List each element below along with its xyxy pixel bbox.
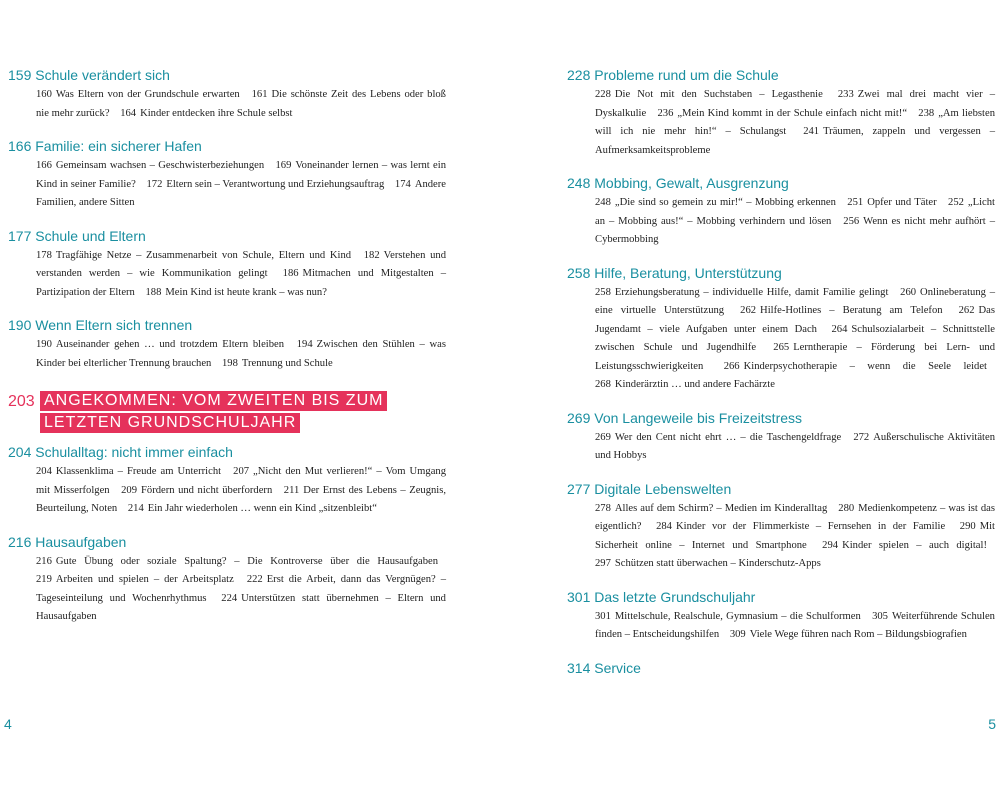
subsection-title: „Licht an – Mobbing aus!“ – Mobbing verhindern und lösen: [595, 197, 995, 227]
toc-section-group: [8, 443, 446, 627]
subsection-page-number: 216: [36, 555, 52, 567]
subsection-title: Gute Übung oder soziale Spaltung? – Die Kontroverse über die Hausaufgaben: [55, 555, 438, 567]
section-title: Hilfe, Beratung, Unterstützung: [594, 264, 782, 281]
toc-entry[interactable]: [567, 480, 995, 574]
subsection-item[interactable]: [740, 305, 942, 316]
subsection-title: Wer den Cent nicht ehrt … – die Taschengeldfrage: [614, 431, 842, 443]
subsection-title: Tragfähige Netze – Zusammenarbeit von Schule, Eltern und Kind: [55, 249, 352, 261]
subsection-list: [567, 194, 995, 250]
subsection-list: [8, 336, 446, 373]
chapter-title-line-2: LETZTEN GRUNDSCHULJAHR: [40, 413, 300, 433]
chapter-title: [40, 391, 387, 433]
subsection-list: [8, 157, 446, 213]
toc-entry[interactable]: [567, 659, 995, 677]
subsection-title: Onlineberatung – eine virtuelle Unterstützung: [595, 286, 995, 316]
subsection-title: Eltern sein – Verantwortung und Erziehungsauftrag: [166, 178, 385, 190]
subsection-title: Kinderpsychotherapie – wenn die Seele leidet: [743, 360, 987, 372]
subsection-page-number: 241: [803, 126, 820, 137]
subsection-list: [567, 284, 995, 395]
subsection-page-number: 238: [918, 107, 935, 119]
subsection-page-number: 305: [872, 610, 888, 622]
subsection-page-number: 161: [251, 89, 268, 100]
section-page-number: 258: [567, 264, 591, 281]
subsection-page-number: 301: [595, 610, 611, 622]
toc-section-group: [8, 66, 446, 373]
subsection-title: Klassenklima – Freude am Unterricht: [55, 466, 222, 477]
subsection-title: Zwei mal drei macht vier – Dyskalkulie: [595, 89, 995, 119]
subsection-item[interactable]: [595, 197, 836, 208]
toc-entry[interactable]: [567, 174, 995, 250]
subsection-page-number: 260: [900, 286, 917, 298]
section-page-number: 277: [567, 480, 591, 497]
section-page-number: 314: [567, 659, 591, 676]
subsection-list: [567, 608, 995, 645]
subsection-list: [8, 86, 446, 123]
subsection-page-number: 290: [959, 521, 976, 532]
subsection-item[interactable]: [36, 466, 221, 477]
subsection-list: [8, 247, 446, 303]
subsection-page-number: 182: [363, 249, 380, 261]
subsection-item[interactable]: [36, 556, 438, 567]
subsection-item[interactable]: [822, 540, 987, 551]
subsection-page-number: 264: [831, 323, 848, 335]
subsection-title: Hilfe-Hotlines – Beratung am Telefon: [760, 305, 943, 316]
subsection-page-number: 164: [120, 107, 137, 119]
subsection-title: Kinder spielen – auch digital!: [842, 539, 987, 551]
subsection-list: [567, 500, 995, 574]
section-page-number: 269: [567, 409, 591, 426]
section-page-number: 228: [567, 67, 591, 83]
subsection-item[interactable]: [595, 287, 888, 298]
subsection-title: Mein Kind ist heute krank – was nun?: [165, 286, 327, 298]
section-heading[interactable]: [8, 66, 446, 84]
section-heading[interactable]: [567, 659, 995, 677]
subsection-page-number: 190: [36, 339, 52, 350]
section-heading[interactable]: [567, 174, 995, 192]
subsection-page-number: 272: [853, 431, 870, 443]
subsection-item[interactable]: [595, 558, 821, 569]
subsection-item[interactable]: [120, 108, 292, 119]
subsection-title: Arbeiten und spielen – der Arbeitsplatz: [55, 574, 234, 585]
section-heading[interactable]: [8, 533, 446, 551]
chapter-title-line-1: ANGEKOMMEN: VOM ZWEITEN BIS ZUM: [40, 391, 387, 411]
section-page-number: 177: [8, 227, 32, 244]
subsection-page-number: 269: [595, 431, 611, 443]
subsection-title: Schützen statt überwachen – Kinderschutz-Apps: [614, 558, 821, 569]
subsection-title: Kinder entdecken ihre Schule selbst: [140, 107, 293, 119]
subsection-page-number: 222: [246, 574, 263, 585]
subsection-page-number: 211: [283, 484, 300, 496]
section-heading[interactable]: [567, 588, 995, 606]
subsection-list: [567, 429, 995, 466]
section-title: Service: [594, 659, 641, 676]
toc-section-group: [567, 66, 995, 677]
subsection-page-number: 256: [843, 215, 860, 227]
subsection-title: „Die sind so gemein zu mir!“ – Mobbing erkennen: [614, 197, 836, 208]
subsection-title: Mittelschule, Realschule, Gymnasium – die Schulformen: [614, 610, 861, 622]
subsection-page-number: 268: [595, 379, 611, 390]
subsection-item[interactable]: [847, 197, 936, 208]
subsection-title: Der Ernst des Lebens – Zeugnis, Beurteilung, Noten: [36, 484, 447, 514]
subsection-page-number: 178: [36, 249, 52, 261]
section-title: Schule und Eltern: [35, 227, 146, 244]
subsection-item[interactable]: [595, 379, 775, 390]
subsection-page-number: 233: [837, 89, 854, 100]
subsection-page-number: 265: [773, 342, 790, 353]
section-heading[interactable]: [8, 137, 446, 155]
subsection-title: Die schönste Zeit des Lebens oder bloß nie mehr zurück?: [36, 89, 446, 119]
toc-entry[interactable]: [8, 227, 446, 303]
subsection-item[interactable]: [724, 361, 987, 372]
subsection-title: Außerschulische Aktivitäten und Hobbys: [595, 431, 995, 461]
subsection-page-number: 266: [723, 360, 740, 372]
page-number-left: 4: [4, 716, 12, 732]
subsection-title: Viele Wege führen nach Rom – Bildungsbiografien: [749, 629, 967, 640]
toc-entry[interactable]: [567, 409, 995, 466]
subsection-page-number: 258: [595, 286, 611, 298]
toc-left-column: [8, 66, 446, 641]
section-heading[interactable]: [8, 316, 446, 334]
subsection-title: Trennung und Schule: [241, 357, 333, 369]
section-page-number: 248: [567, 175, 591, 191]
section-title: Von Langeweile bis Freizeitstress: [594, 409, 803, 426]
section-page-number: 166: [8, 138, 32, 154]
subsection-title: Was Eltern von der Grundschule erwarten: [55, 89, 240, 100]
subsection-title: Das Jugendamt – viele Aufgaben unter einem Dach: [595, 305, 995, 335]
section-heading[interactable]: [8, 443, 446, 461]
subsection-page-number: 198: [222, 357, 238, 369]
subsection-item[interactable]: [595, 503, 827, 514]
subsection-page-number: 166: [36, 160, 52, 171]
subsection-item[interactable]: [36, 89, 240, 100]
subsection-title: Medienkompetenz – was ist das eigentlich?: [595, 502, 995, 532]
subsection-title: Mit Sicherheit online – Internet und Smartphone: [595, 521, 995, 551]
subsection-item[interactable]: [146, 179, 384, 190]
section-title: Hausaufgaben: [35, 533, 127, 550]
subsection-page-number: 228: [595, 89, 611, 100]
subsection-item[interactable]: [595, 89, 823, 100]
toc-entry[interactable]: [8, 66, 446, 123]
subsection-page-number: 236: [657, 107, 674, 119]
chapter-page-number: 203: [8, 393, 35, 410]
subsection-title: „Nicht den Mut verlieren!“ – Vom Umgang mit Misserfolgen: [36, 466, 446, 496]
subsection-title: „Mein Kind kommt in der Schule einfach nicht mit!“: [677, 107, 908, 119]
section-page-number: 204: [8, 444, 32, 460]
toc-entry[interactable]: [567, 588, 995, 645]
subsection-item[interactable]: [222, 358, 333, 369]
section-heading[interactable]: [567, 264, 995, 282]
subsection-title: Verstehen und verstanden werden – wie Kommunikation gelingt: [36, 249, 446, 279]
subsection-item[interactable]: [730, 629, 967, 640]
subsection-list: [8, 553, 446, 627]
chapter-heading[interactable]: [8, 391, 446, 433]
subsection-page-number: 174: [394, 178, 411, 190]
section-heading[interactable]: [567, 480, 995, 498]
subsection-page-number: 262: [958, 305, 975, 316]
subsection-page-number: 188: [145, 286, 162, 298]
subsection-title: Die Not mit den Suchstaben – Legasthenie: [614, 89, 823, 100]
section-page-number: 159: [8, 67, 32, 83]
subsection-title: Fördern und nicht überfordern: [141, 484, 273, 496]
section-title: Mobbing, Gewalt, Ausgrenzung: [594, 175, 789, 191]
section-heading[interactable]: [567, 409, 995, 427]
section-page-number: 301: [567, 588, 591, 605]
subsection-page-number: 160: [36, 89, 52, 100]
subsection-page-number: 278: [595, 502, 611, 514]
subsection-page-number: 294: [822, 539, 839, 551]
subsection-title: Unterstützen statt übernehmen – Eltern und Hausaufgaben: [36, 592, 446, 622]
subsection-title: Gemeinsam wachsen – Geschwisterbeziehungen: [55, 160, 265, 171]
subsection-page-number: 248: [595, 197, 611, 208]
subsection-title: Lerntherapie – Förderung bei Lern- und Leistungsschwierigkeiten: [595, 342, 995, 372]
subsection-item[interactable]: [657, 108, 907, 119]
subsection-item[interactable]: [36, 250, 351, 261]
section-heading[interactable]: [8, 227, 446, 245]
section-title: Familie: ein sicherer Hafen: [35, 138, 202, 154]
subsection-item[interactable]: [36, 339, 284, 350]
page-number-right: 5: [988, 716, 996, 732]
subsection-title: Voneinander lernen – was lernt ein Kind in seiner Familie?: [36, 160, 446, 190]
section-title: Schule verändert sich: [35, 67, 170, 83]
subsection-page-number: 262: [740, 305, 757, 316]
subsection-page-number: 219: [36, 574, 52, 585]
subsection-list: [567, 86, 995, 160]
toc-entry[interactable]: [8, 443, 446, 519]
subsection-page-number: 172: [146, 178, 163, 190]
subsection-item[interactable]: [595, 611, 861, 622]
subsection-title: Weiterführende Schulen finden – Entscheidungshilfen: [595, 610, 995, 640]
section-heading[interactable]: [567, 66, 995, 84]
subsection-page-number: 194: [296, 339, 313, 350]
subsection-title: Opfer und Täter: [867, 197, 937, 208]
toc-right-column: [567, 66, 995, 691]
section-title: Wenn Eltern sich trennen: [35, 317, 193, 333]
subsection-title: Träumen, zappeln und vergessen – Aufmerksamkeitsprobleme: [595, 126, 995, 156]
toc-entry[interactable]: [567, 66, 995, 160]
subsection-title: Mitmachen und Mitgestalten – Partizipation der Eltern: [36, 268, 446, 298]
toc-entry[interactable]: [8, 316, 446, 373]
section-title: Probleme rund um die Schule: [594, 67, 779, 83]
subsection-item[interactable]: [146, 287, 327, 298]
subsection-title: Kinder vor der Flimmerkiste – Fernsehen in der Familie: [675, 521, 946, 532]
subsection-title: Erst die Arbeit, dann das Vergnügen? – Tageseinteilung und Wochenrhythmus: [36, 574, 446, 604]
subsection-page-number: 204: [36, 466, 52, 477]
subsection-page-number: 169: [275, 160, 292, 171]
subsection-title: Auseinander gehen … und trotzdem Eltern bleiben: [55, 339, 285, 350]
subsection-item[interactable]: [595, 432, 841, 443]
subsection-item[interactable]: [128, 503, 377, 514]
subsection-title: Zwischen den Stühlen – was Kinder bei elterlicher Trennung brauchen: [36, 339, 446, 369]
section-title: Das letzte Grundschuljahr: [594, 588, 756, 605]
subsection-page-number: 252: [948, 197, 964, 208]
toc-entry[interactable]: [8, 533, 446, 627]
section-title: Digitale Lebenswelten: [594, 480, 732, 497]
subsection-page-number: 280: [838, 502, 855, 514]
subsection-page-number: 209: [121, 484, 138, 496]
subsection-list: [8, 463, 446, 519]
toc-entry[interactable]: [8, 137, 446, 213]
subsection-page-number: 297: [595, 558, 611, 569]
subsection-title: Schulsozialarbeit – Schnittstelle zwischen Schule und Jugendhilfe: [595, 323, 995, 353]
subsection-title: Kinderärztin … und andere Fachärzte: [614, 379, 775, 390]
section-page-number: 190: [8, 317, 32, 333]
subsection-title: Alles auf dem Schirm? – Medien im Kinderalltag: [614, 502, 828, 514]
section-page-number: 216: [8, 533, 32, 550]
subsection-item[interactable]: [656, 521, 945, 532]
subsection-title: Andere Familien, andere Sitten: [36, 178, 446, 208]
subsection-page-number: 284: [656, 521, 672, 532]
subsection-title: Wenn es nicht mehr aufhört – Cybermobbing: [595, 215, 995, 245]
subsection-title: Erziehungsberatung – individuelle Hilfe, damit Familie gelingt: [614, 286, 889, 298]
subsection-page-number: 251: [847, 197, 864, 208]
subsection-page-number: 309: [729, 629, 746, 640]
section-title: Schulalltag: nicht immer einfach: [35, 444, 233, 460]
subsection-page-number: 207: [233, 466, 250, 477]
subsection-title: Ein Jahr wiederholen … wenn ein Kind „sitzenbleibt“: [147, 503, 377, 514]
subsection-page-number: 214: [127, 503, 144, 514]
subsection-item[interactable]: [121, 485, 272, 496]
subsection-item[interactable]: [36, 160, 264, 171]
subsection-page-number: 224: [221, 592, 238, 604]
toc-entry[interactable]: [567, 264, 995, 395]
subsection-item[interactable]: [36, 574, 234, 585]
subsection-page-number: 186: [282, 268, 299, 279]
subsection-title: „Am liebsten will ich nie mehr hin!“ – Schulangst: [595, 107, 995, 137]
